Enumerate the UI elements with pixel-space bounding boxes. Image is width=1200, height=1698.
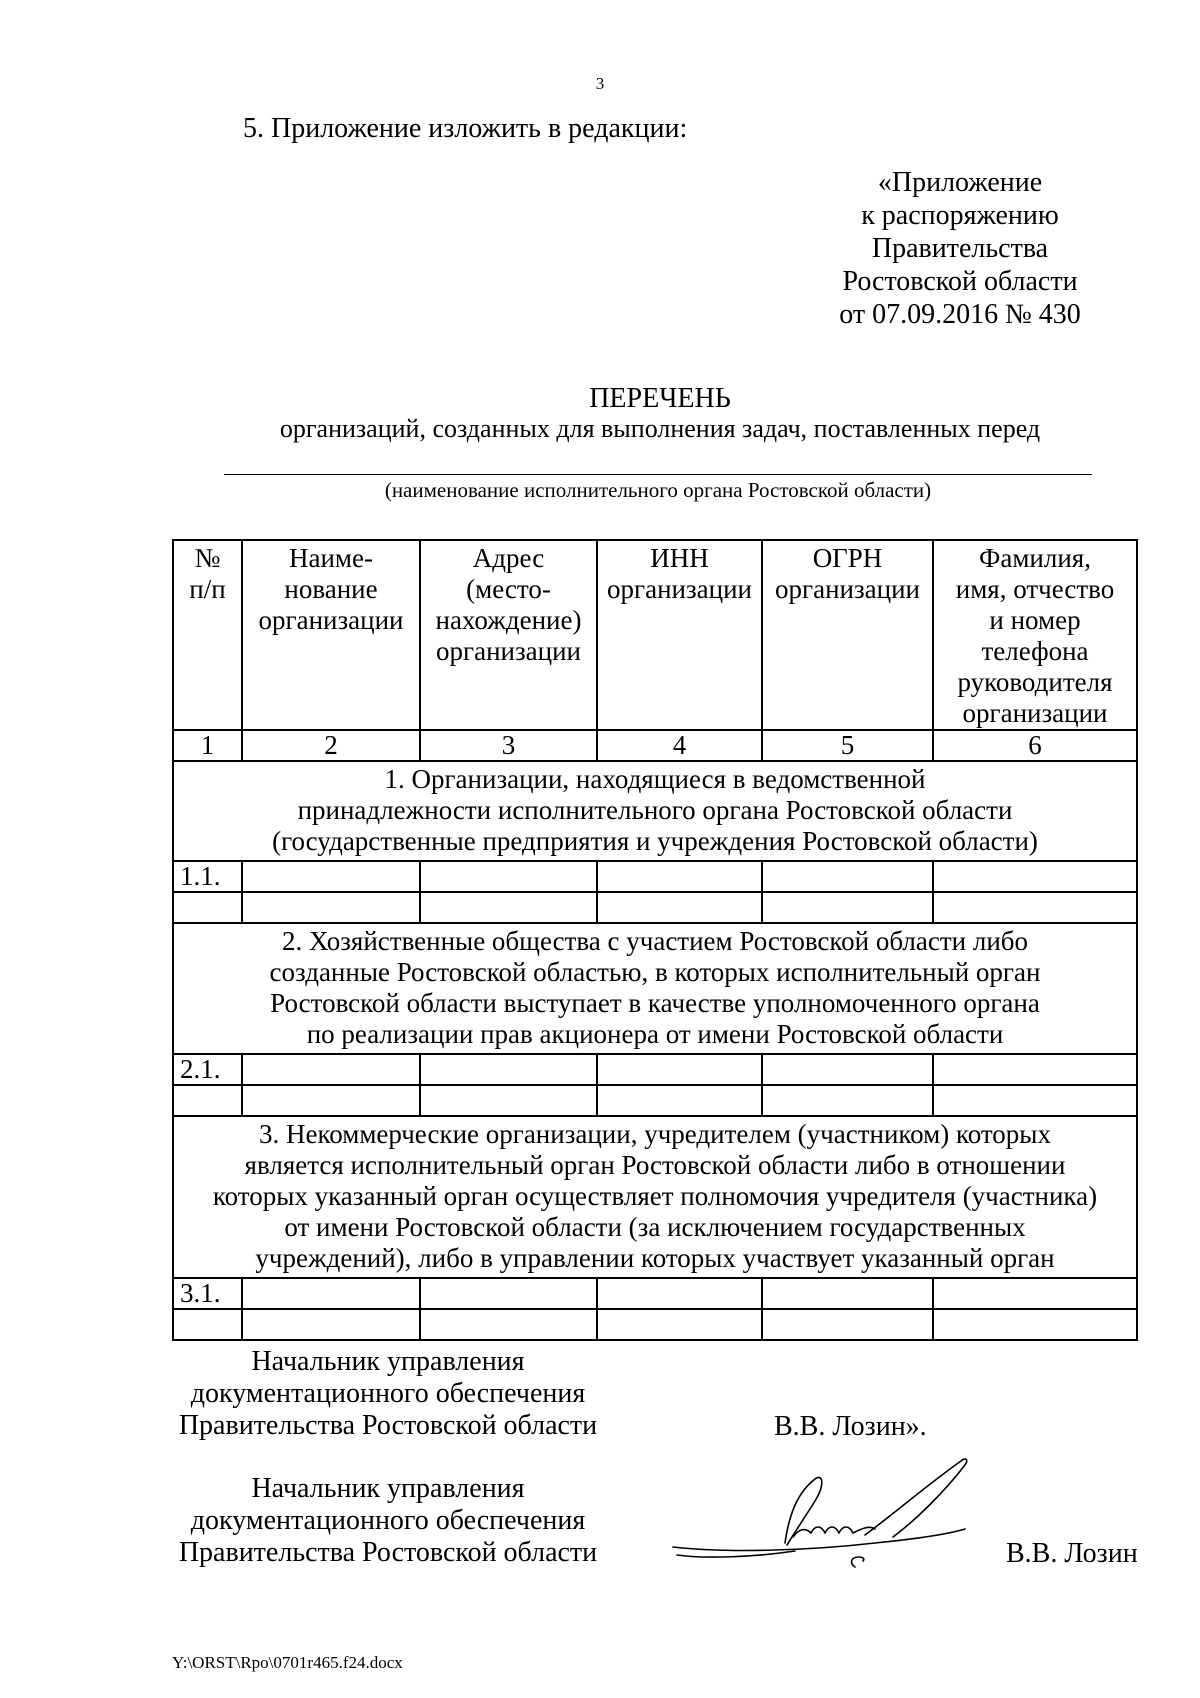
row-number: 2.1. (173, 1054, 242, 1085)
table-row (173, 861, 1137, 892)
table-cell (173, 892, 242, 923)
header-cell: Фамилия, имя, отчество и номер телефона руководителя организации (933, 540, 1137, 730)
table-row (173, 1278, 1137, 1309)
handwritten-signature (665, 1455, 995, 1575)
table-cell (933, 892, 1137, 923)
signature-name-1: В.В. Лозин». (774, 1411, 927, 1442)
table-cell (420, 1085, 597, 1116)
table-cell (597, 1309, 762, 1340)
table-row (173, 1309, 1137, 1340)
appendix-line: от 07.09.2016 № 430 (839, 299, 1081, 330)
organizations-table (172, 539, 1138, 1341)
row-number: 1.1. (173, 861, 242, 892)
table-cell (420, 1309, 597, 1340)
table-cell (420, 1278, 597, 1309)
table-cell (242, 1278, 420, 1309)
table-cell (597, 1278, 762, 1309)
table-row (173, 1085, 1137, 1116)
table-cell (173, 1309, 242, 1340)
table-cell (242, 1309, 420, 1340)
section-row (173, 761, 1137, 861)
section-row (173, 1116, 1137, 1278)
header-cell: ИНН организации (597, 540, 762, 730)
table-cell (762, 861, 933, 892)
header-cell: Наиме- нование организации (242, 540, 420, 730)
appendix-line: «Приложение (877, 167, 1043, 198)
table-cell (933, 1309, 1137, 1340)
column-number: 1 (173, 730, 242, 761)
table-cell (933, 1085, 1137, 1116)
table-cell (597, 1054, 762, 1085)
column-number: 5 (762, 730, 933, 761)
table-cell (597, 861, 762, 892)
table-cell (420, 1054, 597, 1085)
table-cell (762, 1309, 933, 1340)
column-number: 6 (933, 730, 1137, 761)
table-cell (242, 1085, 420, 1116)
table-cell (420, 892, 597, 923)
page-number: 3 (595, 74, 605, 93)
table-row (173, 892, 1137, 923)
signature-title-2: Начальник управления документационного обеспечения Правительства Ростовской области (178, 1473, 598, 1568)
table-header-row (173, 540, 1137, 730)
appendix-line: Правительства (871, 233, 1049, 264)
signature-name-2: В.В. Лозин (1006, 1538, 1138, 1569)
appendix-header (820, 166, 1100, 331)
header-cell: Адрес (место- нахождение) организации (420, 540, 597, 730)
item-5-text: 5. Приложение изложить в редакции: (243, 113, 688, 144)
section-title: 1. Организации, находящиеся в ведомственной принадлежности исполнительного органа Ростовской области (государственные предприятия и учреждения Ростовской области) (173, 761, 1137, 861)
column-number: 2 (242, 730, 420, 761)
table-cell (933, 861, 1137, 892)
section-row (173, 923, 1137, 1054)
header-cell: № п/п (173, 540, 242, 730)
list-subtitle: организаций, созданных для выполнения задач, поставленных перед (279, 414, 1041, 443)
row-number: 3.1. (173, 1278, 242, 1309)
table-cell (933, 1278, 1137, 1309)
signature-title-1: Начальник управления документационного обеспечения Правительства Ростовской области (178, 1346, 598, 1441)
section-title: 3. Некоммерческие организации, учредителем (участником) которых является исполнительный орган Ростовской области либо в отношении которых указанный орган осуществляет полномочия учредителя (участника) от имени Ростовской области (за исключением государственных учреждений), либо в управлении которых участвует указанный орган (173, 1116, 1137, 1278)
column-number: 4 (597, 730, 762, 761)
appendix-line: Ростовской области (842, 266, 1078, 297)
fill-in-caption: (наименование исполнительного органа Ростовской области) (384, 478, 932, 502)
section-title: 2. Хозяйственные общества с участием Ростовской области либо созданные Ростовской областью, в которых исполнительный орган Ростовской области выступает в качестве уполномоченного органа по реализации прав акционера от имени Ростовской области (173, 923, 1137, 1054)
header-cell: ОГРН организации (762, 540, 933, 730)
table-cell (242, 1054, 420, 1085)
table-cell (242, 861, 420, 892)
table-cell (597, 1085, 762, 1116)
column-number-row (173, 730, 1137, 761)
file-path: Y:\ORST\Rpo\0701r465.f24.docx (172, 1653, 403, 1672)
table-cell (762, 1085, 933, 1116)
fill-in-line (224, 474, 1092, 475)
table-cell (933, 1054, 1137, 1085)
table-cell (762, 1278, 933, 1309)
table-row (173, 1054, 1137, 1085)
table-cell (173, 1085, 242, 1116)
column-number: 3 (420, 730, 597, 761)
table-cell (762, 1054, 933, 1085)
table-cell (420, 861, 597, 892)
table-cell (762, 892, 933, 923)
list-title: ПЕРЕЧЕНЬ (589, 383, 731, 414)
appendix-line: к распоряжению (861, 200, 1059, 231)
table-cell (597, 892, 762, 923)
table-cell (242, 892, 420, 923)
